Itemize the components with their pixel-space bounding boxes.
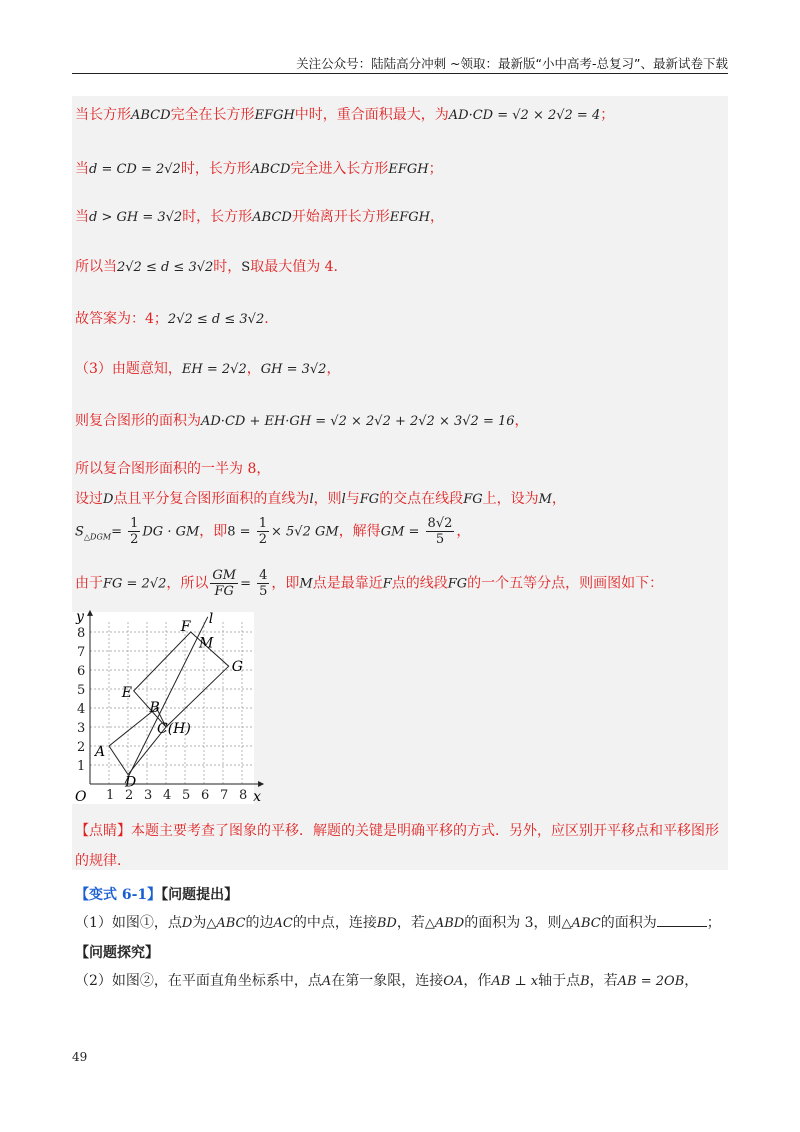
y-tick-label: 1 [77, 759, 86, 774]
origin-label: O [75, 789, 87, 805]
page-number: 49 [72, 1050, 88, 1064]
solution-line-3: 当d > GH = 3√2时，长方形ABCD开始离开长方形EFGH， [75, 209, 444, 225]
x-tick-label: 8 [239, 788, 248, 803]
solution-line-6: （3）由题意知，EH = 2√2，GH = 3√2， [75, 361, 341, 377]
fraction: $\frac{8√2}{5}$ [427, 516, 453, 547]
variant-question-1: （1）如图①，点D为△ABC的边AC的中点，连接BD，若△ABD的面积为 3，则△ABC的面积为 ； [75, 915, 721, 931]
line-label-l: l [208, 610, 214, 627]
y-tick-label: 6 [77, 664, 86, 679]
solution-line-2: 当d = CD = 2√2时，长方形ABCD完全进入长方形EFGH； [75, 161, 443, 177]
fraction: $\frac{4}{5}$ [259, 568, 268, 599]
y-tick-labels [77, 626, 85, 774]
grid [90, 621, 253, 784]
point-label-d: D [125, 774, 137, 791]
solution-line-5: 故答案为：4；2√2 ≤ d ≤ 3√2. [75, 311, 269, 327]
y-tick-label: 7 [77, 645, 86, 660]
variant-heading-2: 【问题探究】 [75, 945, 159, 961]
fraction: $\frac{1}{2}$ [130, 516, 139, 547]
x-tick-label: 5 [182, 788, 191, 803]
y-tick-label: 2 [77, 740, 86, 755]
coordinate-figure [72, 608, 262, 805]
solution-line-7: 则复合图形的面积为AD·CD + EH·GH = √2 × 2√2 + 2√2 × 3√2 = 16， [75, 413, 529, 429]
point-label-e: E [121, 684, 132, 701]
solution-line-8: 所以复合图形面积的一半为 8， [75, 461, 271, 477]
rectangle-efgh [134, 632, 229, 727]
y-tick-label: 8 [77, 626, 86, 641]
solution-line-10: $S_{\triangle DGM}=$ $\frac{1}{2}$ DG · GM，即8 = $\frac{1}{2}$ × 5√2 GM，解得GM = $\frac{8√2}{5}$ ， [75, 516, 471, 547]
header-rule [72, 73, 728, 74]
y-tick-label: 5 [77, 683, 86, 698]
y-axis-label: y [76, 608, 84, 625]
line-l [125, 617, 208, 783]
point-label-c: C(H) [157, 721, 191, 737]
point-label-m: M [199, 635, 214, 652]
fraction: $\frac{GM}{FG}$ [212, 568, 237, 599]
fraction: $\frac{1}{2}$ [258, 516, 267, 547]
x-axis-label: x [253, 789, 262, 805]
point-label-f: F [180, 619, 191, 635]
x-tick-label: 4 [163, 788, 172, 803]
point-label-a: A [95, 744, 106, 760]
x-tick-label: 3 [144, 788, 153, 803]
x-tick-label: 6 [201, 788, 210, 803]
tip-line-1: 【点睛】本题主要考查了图象的平移．解题的关键是明确平移的方式．另外，应区别开平移点和平移图形 [75, 823, 719, 839]
x-tick-label: 7 [220, 788, 229, 803]
y-tick-label: 3 [77, 721, 86, 736]
variant-heading: 【变式 6-1】【问题提出】 [75, 887, 239, 903]
solution-line-9: 设过D点且平分复合图形面积的直线为l，则l与FG的交点在线段FG上，设为M， [75, 491, 566, 507]
tip-line-2: 的规律． [75, 853, 131, 869]
page-header: 关注公众号：陆陆高分冲刺 ~领取：最新版“小中高考-总复习”、最新试卷下载 [296, 56, 728, 71]
answer-blank [657, 914, 707, 927]
solution-line-4: 所以当2√2 ≤ d ≤ 3√2时，S取最大值为 4. [75, 259, 339, 275]
coordinate-plane-svg [72, 608, 262, 805]
point-label-b: B [149, 700, 160, 716]
x-tick-label: 2 [125, 788, 134, 803]
axes [87, 610, 264, 787]
variant-question-2: （2）如图②，在平面直角坐标系中，点A在第一象限，连接OA，作AB ⊥ x轴于点B，若AB = 2OB， [75, 973, 699, 989]
y-tick-label: 4 [77, 702, 86, 717]
solution-line-1: 当长方形ABCD完全在长方形EFGH中时，重合面积最大，为AD·CD = √2 × 2√2 = 4； [75, 107, 615, 123]
point-label-g: G [231, 659, 243, 676]
x-tick-label: 1 [106, 788, 115, 803]
solution-line-11: 由于FG = 2√2，所以 $\frac{GM}{FG}$ = $\frac{4}{5}$ ，即M点是最靠近F点的线段FG的一个五等分点，则画图如下： [75, 568, 664, 599]
